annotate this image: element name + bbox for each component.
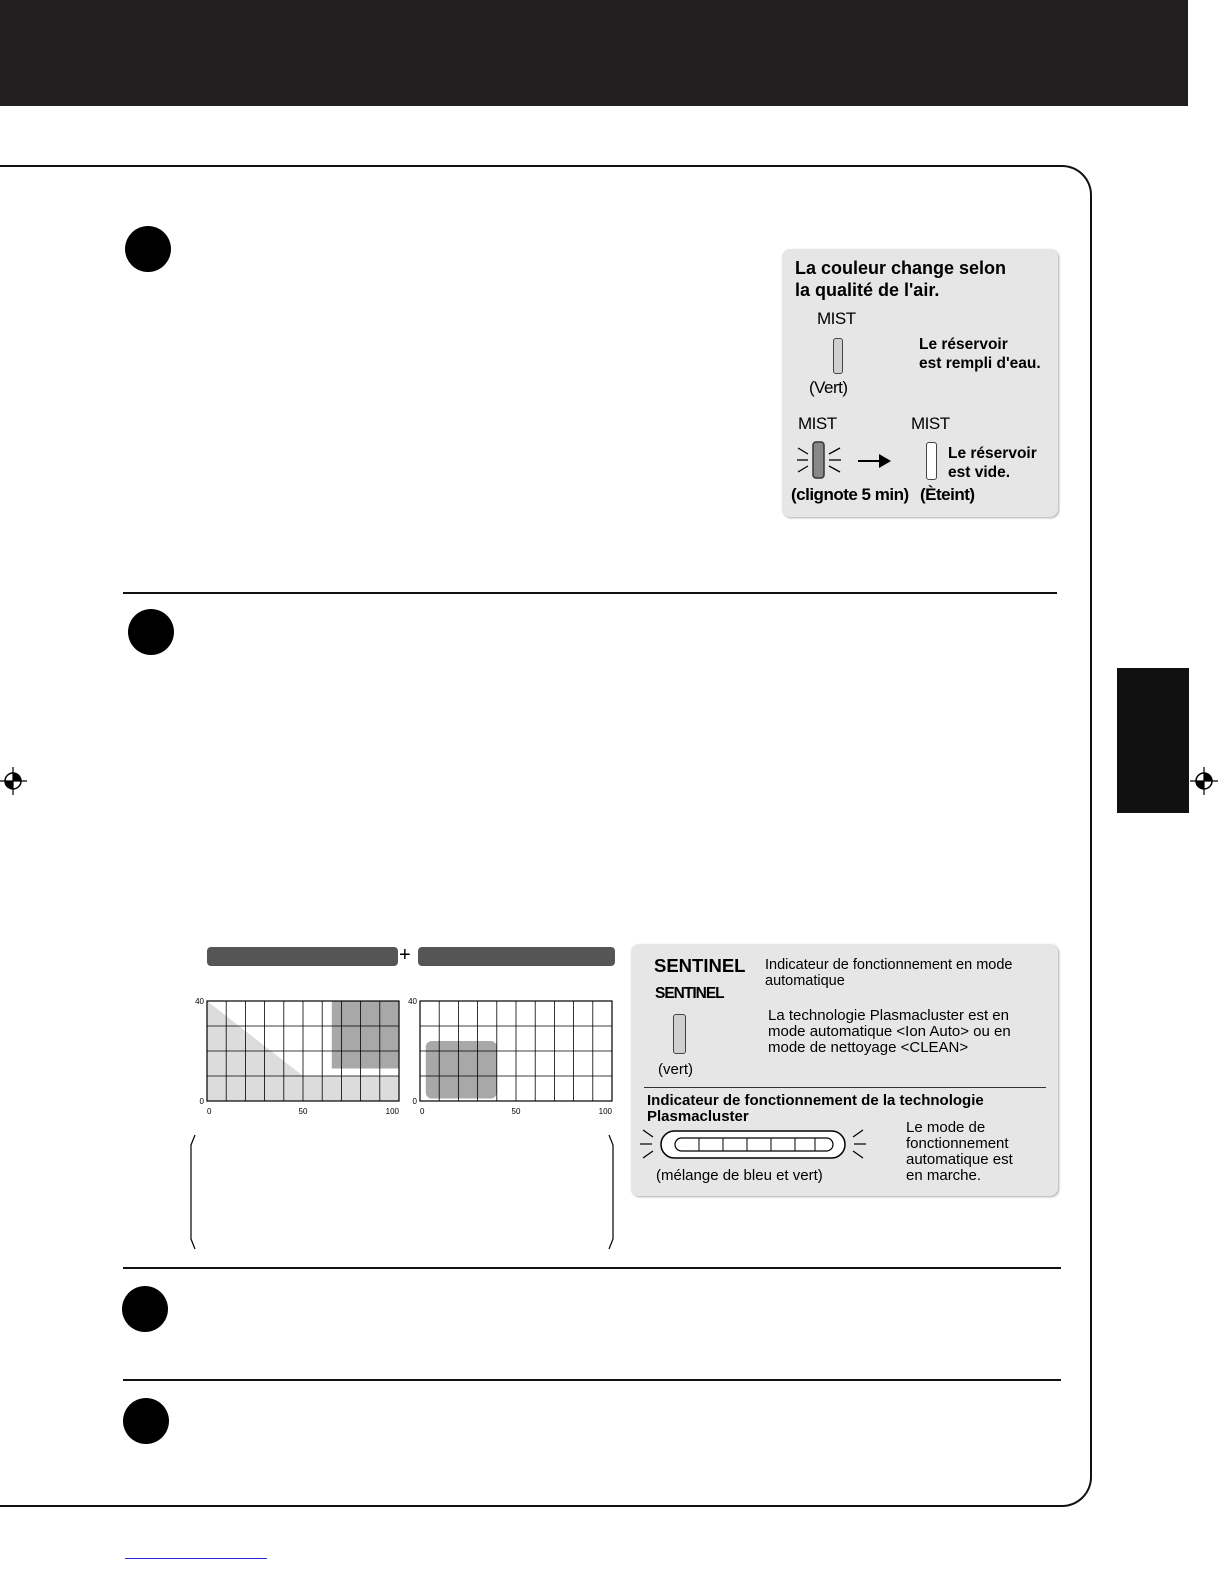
plasma-heading-line: Plasmacluster [647,1108,749,1125]
sentinel-heading-desc [765,957,1012,989]
sentinel-led [673,1014,686,1054]
plasma-auto-text-line: en marche. [906,1167,982,1184]
section-divider [123,1267,1061,1269]
arrow-right-icon [857,451,893,471]
chart-label-bar-left [207,947,398,966]
header-bar [0,0,1188,106]
sentinel-led-caption: (vert) [658,1061,693,1078]
chart-x-tick-label: 50 [298,1107,308,1116]
sentinel-heading-desc-line: Indicateur de fonctionnement en mode [765,957,1013,973]
sentinel-mode-text [768,1008,1011,1056]
chart-y-tick-label: 0 [199,1097,204,1106]
mist-blink-label: MIST [798,414,837,433]
mist-blink-caption: (clignote 5 min) [791,485,909,504]
chart-x-tick-label: 100 [385,1107,399,1116]
chart-region-dark [426,1041,497,1099]
mist-empty-text-line: Le réservoir [948,445,1037,462]
chart-left [190,996,405,1122]
chart-x-tick-label: 50 [511,1107,521,1116]
sentinel-mode-text-line: mode de nettoyage <CLEAN> [768,1039,969,1056]
blinking-led-icon [796,440,842,484]
mist-off-label: MIST [911,414,950,433]
sentinel-led-label: SENTINEL [655,985,724,1002]
plasmacluster-indicator-icon [637,1126,869,1164]
mist-panel-title [795,257,1006,301]
mist-green-caption: (Vert) [809,378,848,397]
plasma-auto-text-line: Le mode de [906,1119,986,1136]
mist-full-text-line: est rempli d'eau. [919,355,1041,372]
sentinel-heading: SENTINEL [654,955,746,976]
mist-label: MIST [817,309,856,328]
mist-off-caption: (Èteint) [920,485,975,504]
mist-empty-text [948,444,1037,482]
sentinel-indicator-panel [631,944,1058,1196]
mist-led-green [833,338,843,374]
mist-led-off [926,442,937,480]
section-bullet-3 [122,1286,168,1332]
footer-link-underline [125,1558,267,1559]
section-side-tab [1117,668,1189,813]
plasma-auto-text-line: automatique est [906,1151,1013,1168]
plus-sign: + [399,944,411,966]
section-bullet-1 [125,226,171,272]
sentinel-mode-text-line: La technologie Plasmacluster est en [768,1007,1009,1024]
chart-label-bar-right [418,947,615,966]
registration-mark-icon [0,767,27,795]
chart-bracket [186,1133,618,1251]
chart-right [403,996,618,1122]
mist-full-text [919,335,1041,373]
plasma-auto-text [906,1120,1013,1184]
mist-indicator-panel [782,249,1058,517]
registration-mark-icon [1190,767,1218,795]
mist-empty-text-line: est vide. [948,464,1011,481]
plasma-auto-text-line: fonctionnement [906,1135,1009,1152]
sentinel-heading-desc-line: automatique [765,973,845,989]
chart-x-tick-label: 0 [420,1107,425,1116]
plasma-heading-line: Indicateur de fonctionnement de la technologie [647,1092,984,1109]
section-divider [123,1379,1061,1381]
section-divider [123,592,1057,594]
mist-panel-title-line: La couleur change selon [795,258,1007,278]
chart-region-dark [332,1001,399,1069]
chart-y-tick-label: 40 [195,997,204,1006]
plasma-caption: (mélange de bleu et vert) [656,1167,823,1184]
sentinel-mode-text-line: mode automatique <Ion Auto> ou en [768,1023,1011,1040]
chart-x-tick-label: 100 [598,1107,612,1116]
mist-panel-title-line: la qualité de l'air. [795,280,940,300]
sentinel-panel-divider [644,1087,1046,1088]
chart-y-tick-label: 0 [412,1097,417,1106]
section-bullet-2 [128,609,174,655]
section-bullet-4 [123,1398,169,1444]
chart-y-tick-label: 40 [408,997,417,1006]
mist-full-text-line: Le réservoir [919,336,1008,353]
chart-x-tick-label: 0 [207,1107,212,1116]
